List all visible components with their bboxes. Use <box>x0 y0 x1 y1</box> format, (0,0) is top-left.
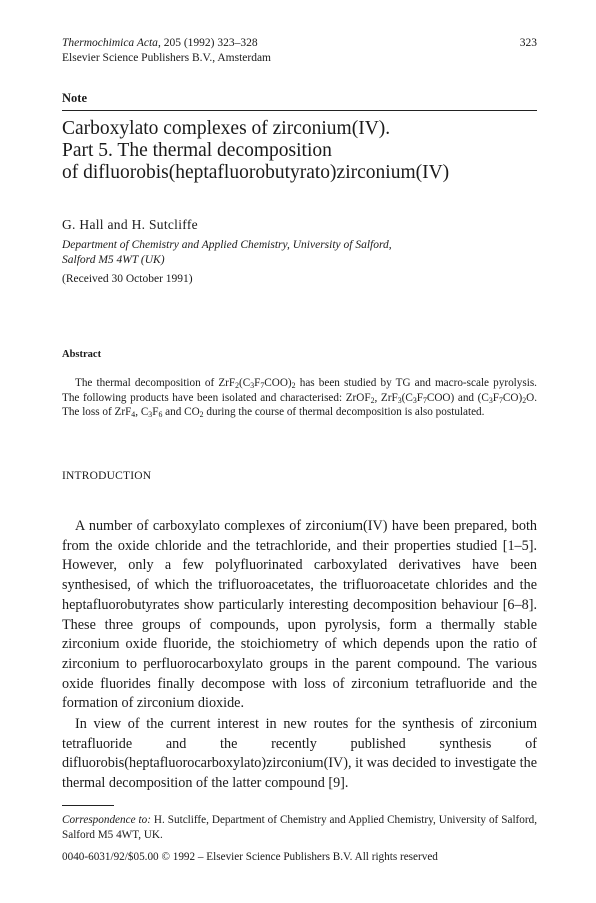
introduction-heading: INTRODUCTION <box>62 470 152 482</box>
title-line-2: Part 5. The thermal decomposition <box>62 140 332 161</box>
journal-volume-pages: , 205 (1992) 323–328 <box>157 37 258 49</box>
authors: G. Hall and H. Sutcliffe <box>62 217 198 232</box>
affiliation <box>62 238 392 268</box>
footnote-label: Correspondence to: <box>62 814 151 826</box>
abstract-heading: Abstract <box>62 349 102 360</box>
journal-citation <box>62 36 258 50</box>
title-line-1: Carboxylato complexes of zirconium(IV). <box>62 118 391 139</box>
footnote-divider <box>62 805 114 806</box>
introduction-paragraph-2: In view of the current interest in new routes for the synthesis of zirconium tetrafluoride and the recently published synthesis of difluorobis(heptafluorocarboxylato)zirconium(IV), it was decided to investigate the thermal decomposition of the latter compound [9]. <box>62 716 537 792</box>
title-line-3: of difluorobis(heptafluorobutyrato)zirconium(IV) <box>62 162 450 183</box>
received-date: (Received 30 October 1991) <box>62 273 193 285</box>
introduction-paragraph-1: A number of carboxylato complexes of zirconium(IV) have been prepared, both from the oxide chloride and the tetrachloride, and their properties studied [1–5]. However, only a few polyfluorinated carboxylated derivatives have been synthesised, of which the trifluoroacetates, the trifluoroacetate chlorides and the heptafluorobutyrates show particularly interesting decomposition behaviour [6–8]. These three groups of compounds, upon pyrolysis, form a thermally stable zirconium oxide fluoride, the stoichiometry of which depends upon the ratio of zirconium to perfluorocarboxylato groups in the parent compound. The various oxide fluorides finally decompose with loss of zirconium tetrafluoride and the formation of zirconium dioxide. <box>62 518 537 712</box>
affiliation-line-2: Salford M5 4WT (UK) <box>62 254 165 266</box>
article-title <box>62 118 542 184</box>
journal-name: Thermochimica Acta <box>62 37 158 49</box>
abstract-text: The thermal decomposition of $ZrF_2(C_3F_7COO)_2$ has been studied by TG and macro-scale pyrolysis. The following products have been isolated and characterised: ZrOF$_2$, $ZrF_3(C_3F_7COO)$ and $(C_3F_7CO)_2O$. The loss of ZrF$_4$, $C_3F_6$ and $CO_2$ during the course of thermal decomposition is also postulated. <box>62 377 537 420</box>
section-label: Note <box>62 91 87 105</box>
footnote-text: H. Sutcliffe, Department of Chemistry and Applied Chemistry, University of Salford, Salford M5 4WT, UK. <box>62 814 537 841</box>
affiliation-line-1: Department of Chemistry and Applied Chemistry, University of Salford, <box>62 239 392 251</box>
publisher-line: Elsevier Science Publishers B.V., Amsterdam <box>62 52 271 64</box>
copyright-line: 0040-6031/92/$05.00 © 1992 – Elsevier Science Publishers B.V. All rights reserved <box>62 851 438 863</box>
correspondence-footnote <box>62 813 537 843</box>
page-number: 323 <box>519 37 537 49</box>
header-divider <box>62 110 537 111</box>
